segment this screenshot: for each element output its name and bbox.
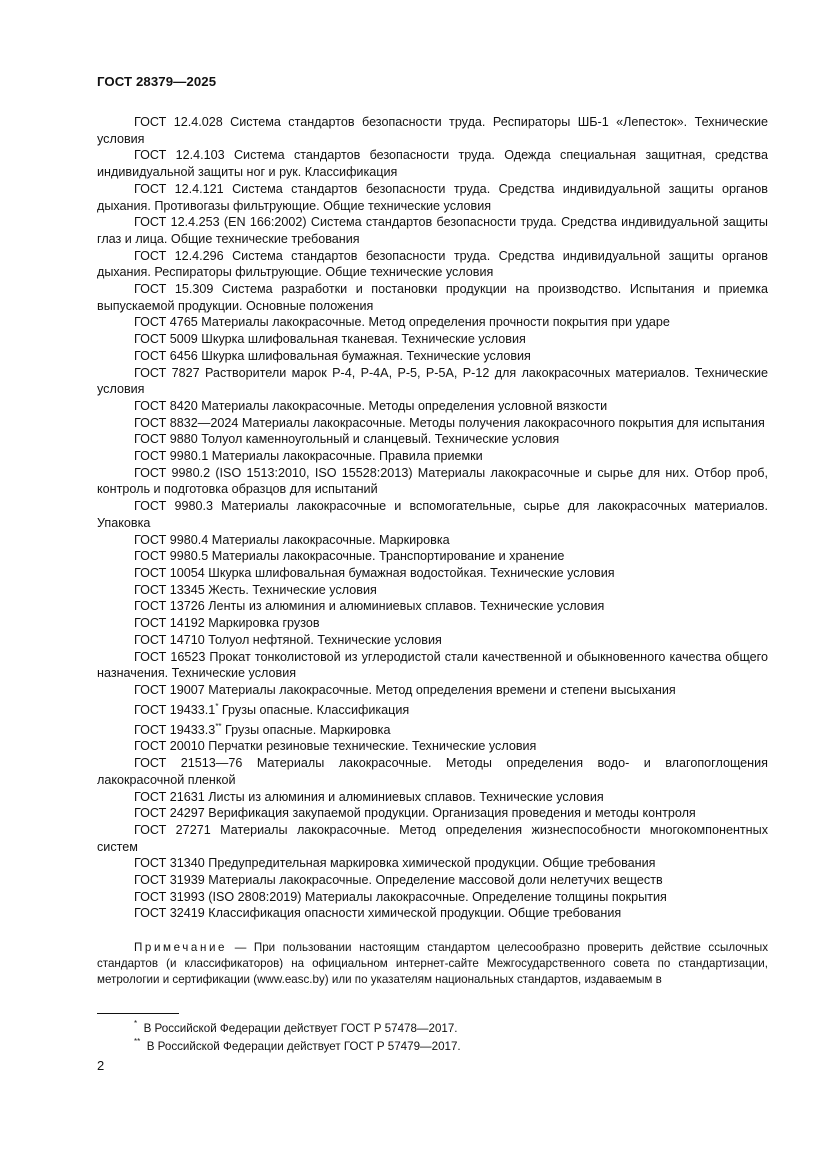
- reference-item: ГОСТ 20010 Перчатки резиновые технические. Технические условия: [134, 739, 537, 754]
- footnote-divider: [97, 1013, 179, 1014]
- reference-item: ГОСТ 9980.3 Материалы лакокрасочные и вспомогательные, сырье для лакокрасочных материалов. Упаковка: [97, 499, 768, 530]
- reference-item: ГОСТ 9980.5 Материалы лакокрасочные. Транспортирование и хранение: [134, 549, 565, 564]
- reference-item: ГОСТ 24297 Верификация закупаемой продукции. Организация проведения и методы контроля: [134, 806, 696, 821]
- reference-item: ГОСТ 32419 Классификация опасности химической продукции. Общие требования: [134, 906, 622, 921]
- footnote-mark: **: [134, 1037, 141, 1046]
- reference-code: ГОСТ 19433.1: [134, 702, 216, 717]
- reference-item: ГОСТ 9880 Толуол каменноугольный и сланцевый. Технические условия: [134, 432, 560, 447]
- footnote-mark: **: [215, 721, 222, 731]
- reference-item: ГОСТ 19007 Материалы лакокрасочные. Метод определения времени и степени высыхания: [134, 682, 676, 697]
- reference-item: [97, 699, 768, 719]
- footnote: [134, 1036, 461, 1054]
- reference-item: ГОСТ 13726 Ленты из алюминия и алюминиевых сплавов. Технические условия: [134, 599, 605, 614]
- reference-title: Грузы опасные. Классификация: [218, 702, 410, 717]
- footnote-mark: *: [134, 1019, 138, 1028]
- reference-item: ГОСТ 10054 Шкурка шлифовальная бумажная водостойкая. Технические условия: [134, 565, 615, 580]
- reference-item: ГОСТ 21513—76 Материалы лакокрасочные. Методы определения водо- и влагопоглощения лакокрасочной пленкой: [97, 756, 768, 787]
- reference-item: [97, 719, 768, 739]
- note-label: Примечание: [134, 941, 228, 954]
- reference-item: ГОСТ 12.4.253 (EN 166:2002) Система стандартов безопасности труда. Средства индивидуальной защиты глаз и лица. Общие технические требования: [97, 215, 768, 246]
- reference-item: ГОСТ 13345 Жесть. Технические условия: [134, 582, 377, 597]
- reference-item: ГОСТ 8832—2024 Материалы лакокрасочные. Методы получения лакокрасочного покрытия для испытания: [134, 415, 765, 430]
- document-header-code: ГОСТ 28379—2025: [97, 74, 217, 89]
- reference-item: ГОСТ 9980.1 Материалы лакокрасочные. Правила приемки: [134, 449, 483, 464]
- note-text: — При пользовании настоящим стандартом целесообразно проверить действие ссылочных стандартов (и классификаторов) на официальном интернет-сайте Межгосударственного совета по стандартизации, метрологии и сертификации (www.easc.by) или по указателям национальных стандартов, издаваемым в: [97, 941, 768, 987]
- note-paragraph: [97, 940, 768, 989]
- reference-code: ГОСТ 19433.3: [134, 722, 216, 737]
- reference-item: ГОСТ 8420 Материалы лакокрасочные. Методы определения условной вязкости: [134, 398, 608, 413]
- footnote-text: В Российской Федерации действует ГОСТ Р 57479—2017.: [146, 1039, 461, 1053]
- reference-item: ГОСТ 31939 Материалы лакокрасочные. Определение массовой доли нелетучих веществ: [134, 873, 663, 888]
- reference-item: ГОСТ 4765 Материалы лакокрасочные. Метод определения прочности покрытия при ударе: [134, 315, 670, 330]
- reference-item: ГОСТ 31993 (ISO 2808:2019) Материалы лакокрасочные. Определение толщины покрытия: [134, 889, 667, 904]
- reference-item: ГОСТ 21631 Листы из алюминия и алюминиевых сплавов. Технические условия: [134, 789, 604, 804]
- reference-item: ГОСТ 16523 Прокат тонколистовой из углеродистой стали качественной и обыкновенного качества общего назначения. Технические условия: [97, 649, 768, 681]
- reference-item: ГОСТ 12.4.121 Система стандартов безопасности труда. Средства индивидуальной защиты органов дыхания. Противогазы фильтрующие. Общие технические условия: [97, 181, 768, 213]
- reference-item: ГОСТ 12.4.296 Система стандартов безопасности труда. Средства индивидуальной защиты органов дыхания. Респираторы фильтрующие. Общие технические условия: [97, 248, 768, 280]
- reference-item: ГОСТ 6456 Шкурка шлифовальная бумажная. Технические условия: [134, 348, 531, 363]
- footnote: [134, 1018, 458, 1036]
- reference-item: ГОСТ 27271 Материалы лакокрасочные. Метод определения жизнеспособности многокомпонентных систем: [97, 822, 768, 854]
- reference-item: ГОСТ 31340 Предупредительная маркировка химической продукции. Общие требования: [134, 856, 656, 871]
- reference-item: ГОСТ 12.4.103 Система стандартов безопасности труда. Одежда специальная защитная, средства индивидуальной защиты ног и рук. Классификация: [97, 148, 768, 180]
- reference-item: ГОСТ 5009 Шкурка шлифовальная тканевая. Технические условия: [134, 332, 526, 347]
- footnote-mark: *: [215, 701, 219, 711]
- reference-item: ГОСТ 9980.4 Материалы лакокрасочные. Маркировка: [134, 532, 450, 547]
- page-number: 2: [97, 1058, 105, 1073]
- reference-item: ГОСТ 14192 Маркировка грузов: [134, 616, 320, 631]
- reference-item: ГОСТ 7827 Растворители марок Р-4, Р-4А, Р-5, Р-5А, Р-12 для лакокрасочных материалов. Технические условия: [97, 365, 768, 397]
- footnote-text: В Российской Федерации действует ГОСТ Р 57478—2017.: [143, 1021, 458, 1035]
- reference-item: ГОСТ 14710 Толуол нефтяной. Технические условия: [134, 632, 442, 647]
- reference-item: ГОСТ 15.309 Система разработки и постановки продукции на производство. Испытания и приемка выпускаемой продукции. Основные положения: [97, 282, 768, 313]
- reference-item: ГОСТ 12.4.028 Система стандартов безопасности труда. Респираторы ШБ-1 «Лепесток». Технические условия: [97, 115, 768, 146]
- normative-references-list: [97, 114, 768, 922]
- reference-item: ГОСТ 9980.2 (ISO 1513:2010, ISO 15528:2013) Материалы лакокрасочные и сырье для них. Отбор проб, контроль и подготовка образцов для испытаний: [97, 465, 768, 497]
- reference-title: Грузы опасные. Маркировка: [221, 722, 391, 737]
